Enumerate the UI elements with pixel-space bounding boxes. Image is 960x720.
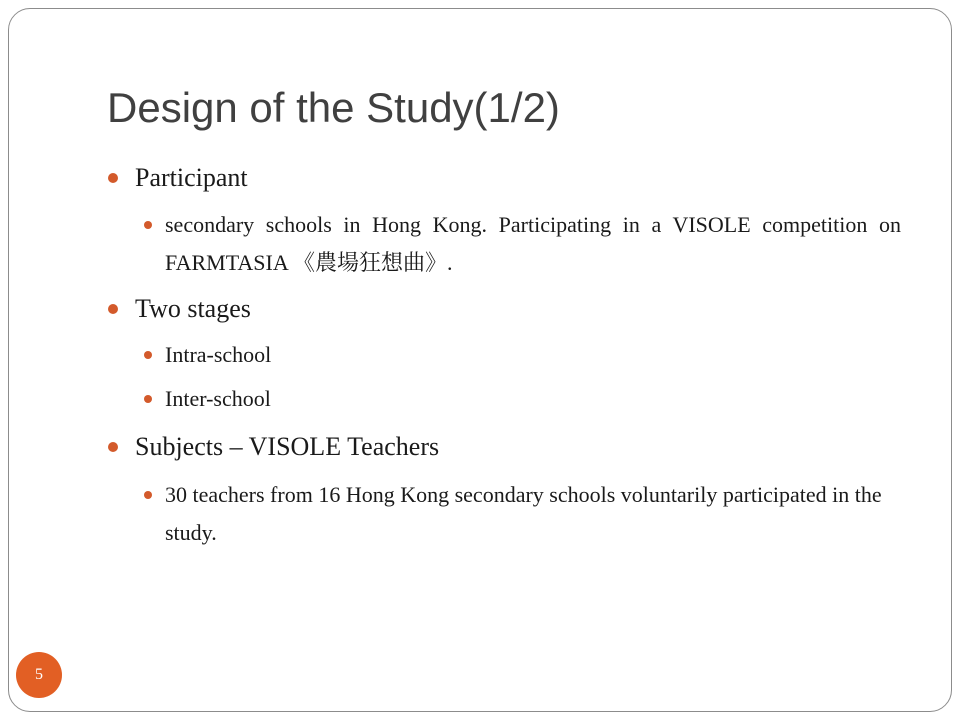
sub-bullet-teachers-detail bbox=[165, 476, 905, 552]
bullet-dot-icon bbox=[144, 351, 152, 359]
sub-bullet-participant-detail bbox=[165, 206, 901, 282]
bullet-text: Subjects – VISOLE Teachers bbox=[135, 432, 440, 461]
sub-bullet-inter-school bbox=[165, 380, 901, 418]
bullet-dot-icon bbox=[144, 395, 152, 403]
sub-bullet-text: Intra-school bbox=[165, 342, 272, 367]
bullet-participant bbox=[135, 163, 248, 193]
sub-bullet-text: secondary schools in Hong Kong. Participating in a VISOLE competition on FARMTASIA 《農場狂想曲》. bbox=[165, 212, 901, 275]
sub-bullet-text: Inter-school bbox=[165, 386, 271, 411]
bullet-dot-icon bbox=[108, 304, 118, 314]
bullet-dot-icon bbox=[144, 491, 152, 499]
sub-bullet-text: 30 teachers from 16 Hong Kong secondary schools voluntarily participated in the study. bbox=[165, 482, 882, 545]
bullet-text: Two stages bbox=[135, 294, 251, 323]
sub-bullet-intra-school bbox=[165, 336, 901, 374]
slide-number-badge: 5 bbox=[16, 652, 62, 698]
bullet-dot-icon bbox=[108, 173, 118, 183]
bullet-two-stages bbox=[135, 294, 251, 324]
slide-title: Design of the Study(1/2) bbox=[107, 84, 560, 131]
bullet-dot-icon bbox=[144, 221, 152, 229]
bullet-subjects bbox=[135, 432, 439, 462]
bullet-dot-icon bbox=[108, 442, 118, 452]
bullet-text: Participant bbox=[135, 163, 248, 192]
